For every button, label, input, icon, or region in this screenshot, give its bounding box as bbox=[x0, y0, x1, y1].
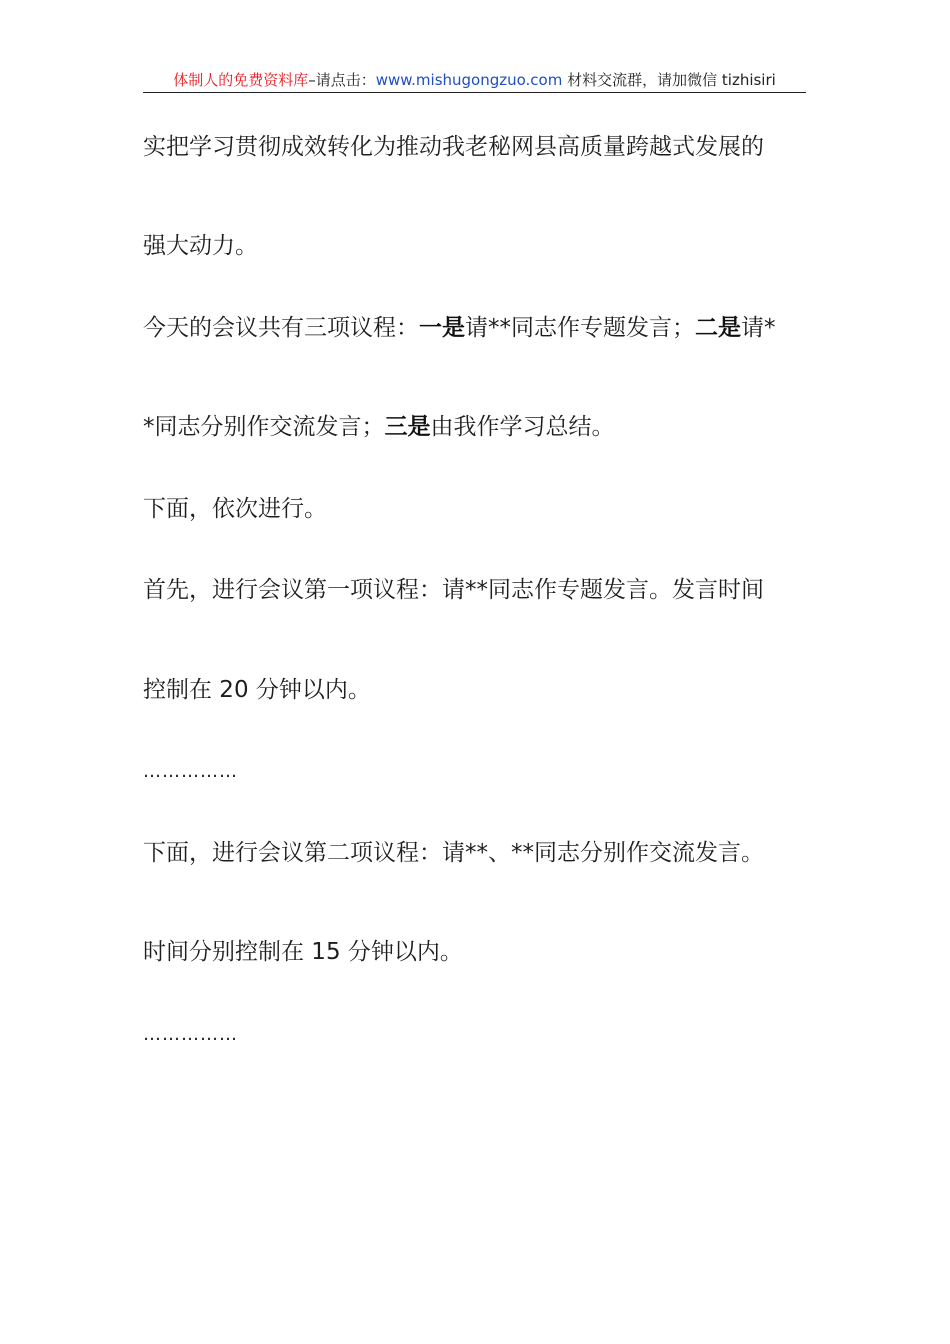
header-brand: 体制人的免费资料库 bbox=[173, 71, 309, 89]
agenda-line-2 bbox=[143, 412, 615, 442]
header-url-link[interactable]: www.mishugongzuo.com bbox=[375, 71, 563, 89]
agenda-item1-text: 请**同志作专题发言； bbox=[465, 315, 695, 341]
first-item-line-1: 首先，进行会议第一项议程：请**同志作专题发言。发言时间 bbox=[143, 577, 764, 603]
agenda-item3-label: 三是 bbox=[384, 414, 431, 440]
agenda-item1-label: 一是 bbox=[419, 315, 465, 341]
agenda-item2-label: 二是 bbox=[695, 315, 741, 341]
second-item-line-2: 时间分别控制在 15 分钟以内。 bbox=[143, 939, 463, 965]
first-item-line-2: 控制在 20 分钟以内。 bbox=[143, 677, 371, 703]
agenda-item2-text-b: *同志分别作交流发言； bbox=[143, 414, 385, 440]
second-item-line-1: 下面，进行会议第二项议程：请**、**同志分别作交流发言。 bbox=[143, 840, 764, 866]
proceed-line: 下面，依次进行。 bbox=[143, 496, 327, 522]
page-header bbox=[143, 70, 806, 93]
ellipsis-1: …………… bbox=[143, 761, 238, 782]
header-suffix: 材料交流群，请加微信 tizhisiri bbox=[562, 71, 776, 89]
ellipsis-2: …………… bbox=[143, 1024, 238, 1045]
header-prompt: –请点击： bbox=[308, 71, 376, 89]
agenda-line-1 bbox=[143, 313, 776, 343]
paragraph-line-1: 实把学习贯彻成效转化为推动我老秘网县高质量跨越式发展的 bbox=[143, 134, 764, 160]
agenda-item2-text-a: 请* bbox=[741, 315, 776, 341]
paragraph-line-2: 强大动力。 bbox=[143, 233, 258, 259]
agenda-intro: 今天的会议共有三项议程： bbox=[143, 315, 419, 341]
agenda-item3-text: 由我作学习总结。 bbox=[430, 414, 615, 440]
